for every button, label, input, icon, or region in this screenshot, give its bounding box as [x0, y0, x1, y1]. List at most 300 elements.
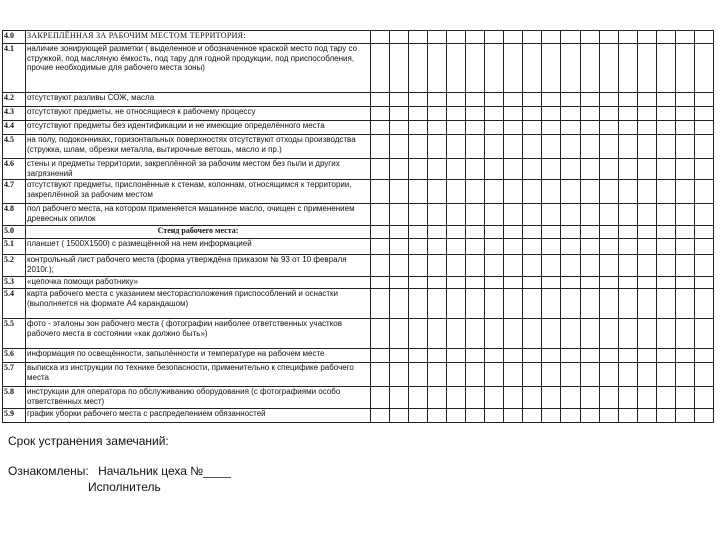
check-cell[interactable]: [599, 44, 618, 93]
check-cell[interactable]: [542, 255, 561, 277]
check-cell[interactable]: [428, 93, 447, 107]
check-cell[interactable]: [656, 239, 675, 255]
check-cell[interactable]: [637, 255, 656, 277]
check-cell[interactable]: [656, 409, 675, 423]
check-cell[interactable]: [580, 135, 599, 159]
check-cell[interactable]: [637, 107, 656, 121]
check-cell[interactable]: [504, 204, 523, 226]
check-cell[interactable]: [637, 121, 656, 135]
check-cell[interactable]: [466, 255, 485, 277]
check-cell[interactable]: [428, 349, 447, 363]
check-cell[interactable]: [466, 44, 485, 93]
check-cell[interactable]: [561, 204, 580, 226]
check-cell[interactable]: [523, 159, 542, 180]
check-cell[interactable]: [580, 226, 599, 239]
check-cell[interactable]: [694, 289, 713, 319]
check-cell[interactable]: [504, 363, 523, 387]
check-cell[interactable]: [390, 180, 409, 204]
check-cell[interactable]: [675, 107, 694, 121]
check-cell[interactable]: [656, 107, 675, 121]
check-cell[interactable]: [466, 349, 485, 363]
check-cell[interactable]: [447, 121, 466, 135]
check-cell[interactable]: [694, 107, 713, 121]
check-cell[interactable]: [428, 363, 447, 387]
check-cell[interactable]: [485, 159, 504, 180]
check-cell[interactable]: [599, 159, 618, 180]
check-cell[interactable]: [561, 93, 580, 107]
check-cell[interactable]: [580, 31, 599, 44]
check-cell[interactable]: [599, 289, 618, 319]
check-cell[interactable]: [656, 159, 675, 180]
check-cell[interactable]: [485, 204, 504, 226]
check-cell[interactable]: [656, 277, 675, 289]
check-cell[interactable]: [675, 121, 694, 135]
check-cell[interactable]: [561, 121, 580, 135]
check-cell[interactable]: [694, 387, 713, 409]
check-cell[interactable]: [694, 180, 713, 204]
check-cell[interactable]: [542, 180, 561, 204]
check-cell[interactable]: [409, 159, 428, 180]
check-cell[interactable]: [504, 319, 523, 349]
check-cell[interactable]: [542, 387, 561, 409]
check-cell[interactable]: [523, 180, 542, 204]
check-cell[interactable]: [485, 387, 504, 409]
check-cell[interactable]: [580, 93, 599, 107]
check-cell[interactable]: [694, 239, 713, 255]
check-cell[interactable]: [447, 135, 466, 159]
check-cell[interactable]: [371, 387, 390, 409]
check-cell[interactable]: [447, 204, 466, 226]
check-cell[interactable]: [694, 255, 713, 277]
check-cell[interactable]: [485, 349, 504, 363]
check-cell[interactable]: [485, 239, 504, 255]
check-cell[interactable]: [618, 93, 637, 107]
check-cell[interactable]: [504, 239, 523, 255]
check-cell[interactable]: [637, 31, 656, 44]
check-cell[interactable]: [466, 226, 485, 239]
check-cell[interactable]: [561, 255, 580, 277]
check-cell[interactable]: [447, 255, 466, 277]
check-cell[interactable]: [599, 135, 618, 159]
check-cell[interactable]: [637, 319, 656, 349]
check-cell[interactable]: [523, 289, 542, 319]
check-cell[interactable]: [371, 409, 390, 423]
check-cell[interactable]: [428, 319, 447, 349]
check-cell[interactable]: [390, 363, 409, 387]
check-cell[interactable]: [485, 319, 504, 349]
check-cell[interactable]: [561, 319, 580, 349]
check-cell[interactable]: [561, 387, 580, 409]
check-cell[interactable]: [637, 239, 656, 255]
check-cell[interactable]: [428, 44, 447, 93]
check-cell[interactable]: [504, 255, 523, 277]
check-cell[interactable]: [542, 159, 561, 180]
check-cell[interactable]: [485, 289, 504, 319]
check-cell[interactable]: [466, 409, 485, 423]
check-cell[interactable]: [523, 44, 542, 93]
check-cell[interactable]: [637, 93, 656, 107]
check-cell[interactable]: [561, 226, 580, 239]
check-cell[interactable]: [694, 349, 713, 363]
check-cell[interactable]: [675, 319, 694, 349]
check-cell[interactable]: [485, 93, 504, 107]
check-cell[interactable]: [580, 409, 599, 423]
check-cell[interactable]: [371, 277, 390, 289]
check-cell[interactable]: [390, 387, 409, 409]
check-cell[interactable]: [694, 319, 713, 349]
check-cell[interactable]: [447, 289, 466, 319]
check-cell[interactable]: [542, 239, 561, 255]
check-cell[interactable]: [485, 409, 504, 423]
check-cell[interactable]: [447, 349, 466, 363]
check-cell[interactable]: [390, 277, 409, 289]
check-cell[interactable]: [675, 409, 694, 423]
check-cell[interactable]: [371, 135, 390, 159]
check-cell[interactable]: [371, 226, 390, 239]
check-cell[interactable]: [637, 159, 656, 180]
check-cell[interactable]: [637, 180, 656, 204]
check-cell[interactable]: [523, 31, 542, 44]
check-cell[interactable]: [675, 44, 694, 93]
check-cell[interactable]: [599, 31, 618, 44]
check-cell[interactable]: [485, 277, 504, 289]
check-cell[interactable]: [523, 239, 542, 255]
check-cell[interactable]: [637, 226, 656, 239]
check-cell[interactable]: [485, 226, 504, 239]
check-cell[interactable]: [504, 159, 523, 180]
check-cell[interactable]: [428, 135, 447, 159]
check-cell[interactable]: [523, 387, 542, 409]
check-cell[interactable]: [523, 135, 542, 159]
check-cell[interactable]: [618, 204, 637, 226]
check-cell[interactable]: [694, 31, 713, 44]
check-cell[interactable]: [371, 31, 390, 44]
check-cell[interactable]: [580, 239, 599, 255]
check-cell[interactable]: [656, 319, 675, 349]
check-cell[interactable]: [428, 31, 447, 44]
check-cell[interactable]: [599, 349, 618, 363]
check-cell[interactable]: [618, 409, 637, 423]
check-cell[interactable]: [656, 363, 675, 387]
check-cell[interactable]: [504, 180, 523, 204]
check-cell[interactable]: [599, 255, 618, 277]
check-cell[interactable]: [618, 180, 637, 204]
check-cell[interactable]: [485, 135, 504, 159]
check-cell[interactable]: [675, 93, 694, 107]
check-cell[interactable]: [542, 31, 561, 44]
check-cell[interactable]: [428, 107, 447, 121]
check-cell[interactable]: [390, 31, 409, 44]
check-cell[interactable]: [390, 239, 409, 255]
check-cell[interactable]: [618, 363, 637, 387]
check-cell[interactable]: [542, 107, 561, 121]
check-cell[interactable]: [599, 121, 618, 135]
check-cell[interactable]: [599, 239, 618, 255]
check-cell[interactable]: [447, 93, 466, 107]
check-cell[interactable]: [656, 204, 675, 226]
check-cell[interactable]: [485, 44, 504, 93]
check-cell[interactable]: [390, 226, 409, 239]
check-cell[interactable]: [428, 387, 447, 409]
check-cell[interactable]: [599, 226, 618, 239]
check-cell[interactable]: [599, 277, 618, 289]
check-cell[interactable]: [409, 121, 428, 135]
check-cell[interactable]: [542, 319, 561, 349]
check-cell[interactable]: [409, 180, 428, 204]
check-cell[interactable]: [694, 277, 713, 289]
check-cell[interactable]: [675, 180, 694, 204]
check-cell[interactable]: [675, 363, 694, 387]
check-cell[interactable]: [390, 319, 409, 349]
check-cell[interactable]: [466, 204, 485, 226]
check-cell[interactable]: [466, 135, 485, 159]
check-cell[interactable]: [599, 319, 618, 349]
check-cell[interactable]: [656, 289, 675, 319]
check-cell[interactable]: [675, 349, 694, 363]
check-cell[interactable]: [561, 107, 580, 121]
check-cell[interactable]: [618, 319, 637, 349]
check-cell[interactable]: [428, 226, 447, 239]
check-cell[interactable]: [675, 204, 694, 226]
check-cell[interactable]: [371, 93, 390, 107]
check-cell[interactable]: [371, 159, 390, 180]
check-cell[interactable]: [580, 387, 599, 409]
check-cell[interactable]: [390, 44, 409, 93]
check-cell[interactable]: [447, 387, 466, 409]
check-cell[interactable]: [580, 255, 599, 277]
check-cell[interactable]: [580, 277, 599, 289]
check-cell[interactable]: [599, 204, 618, 226]
check-cell[interactable]: [409, 255, 428, 277]
check-cell[interactable]: [694, 409, 713, 423]
check-cell[interactable]: [523, 204, 542, 226]
check-cell[interactable]: [371, 44, 390, 93]
check-cell[interactable]: [561, 135, 580, 159]
check-cell[interactable]: [656, 121, 675, 135]
check-cell[interactable]: [523, 107, 542, 121]
check-cell[interactable]: [371, 349, 390, 363]
check-cell[interactable]: [371, 289, 390, 319]
check-cell[interactable]: [618, 31, 637, 44]
check-cell[interactable]: [637, 277, 656, 289]
check-cell[interactable]: [542, 409, 561, 423]
check-cell[interactable]: [409, 277, 428, 289]
check-cell[interactable]: [618, 349, 637, 363]
check-cell[interactable]: [561, 159, 580, 180]
check-cell[interactable]: [466, 289, 485, 319]
check-cell[interactable]: [599, 409, 618, 423]
check-cell[interactable]: [447, 226, 466, 239]
check-cell[interactable]: [542, 277, 561, 289]
check-cell[interactable]: [371, 204, 390, 226]
check-cell[interactable]: [466, 180, 485, 204]
check-cell[interactable]: [466, 121, 485, 135]
check-cell[interactable]: [485, 121, 504, 135]
check-cell[interactable]: [485, 255, 504, 277]
check-cell[interactable]: [561, 289, 580, 319]
check-cell[interactable]: [428, 204, 447, 226]
check-cell[interactable]: [371, 180, 390, 204]
check-cell[interactable]: [523, 363, 542, 387]
shop-number-blank[interactable]: [203, 466, 231, 478]
check-cell[interactable]: [637, 135, 656, 159]
check-cell[interactable]: [694, 135, 713, 159]
check-cell[interactable]: [694, 93, 713, 107]
check-cell[interactable]: [504, 409, 523, 423]
check-cell[interactable]: [409, 93, 428, 107]
check-cell[interactable]: [542, 44, 561, 93]
check-cell[interactable]: [390, 349, 409, 363]
check-cell[interactable]: [428, 255, 447, 277]
check-cell[interactable]: [409, 289, 428, 319]
check-cell[interactable]: [504, 387, 523, 409]
check-cell[interactable]: [428, 159, 447, 180]
check-cell[interactable]: [485, 107, 504, 121]
check-cell[interactable]: [561, 44, 580, 93]
check-cell[interactable]: [656, 180, 675, 204]
check-cell[interactable]: [428, 277, 447, 289]
check-cell[interactable]: [466, 159, 485, 180]
check-cell[interactable]: [447, 159, 466, 180]
check-cell[interactable]: [409, 319, 428, 349]
check-cell[interactable]: [561, 349, 580, 363]
check-cell[interactable]: [580, 319, 599, 349]
check-cell[interactable]: [504, 277, 523, 289]
check-cell[interactable]: [409, 226, 428, 239]
check-cell[interactable]: [561, 239, 580, 255]
check-cell[interactable]: [466, 319, 485, 349]
check-cell[interactable]: [675, 226, 694, 239]
check-cell[interactable]: [447, 239, 466, 255]
check-cell[interactable]: [542, 226, 561, 239]
check-cell[interactable]: [656, 135, 675, 159]
check-cell[interactable]: [561, 409, 580, 423]
check-cell[interactable]: [485, 180, 504, 204]
check-cell[interactable]: [466, 31, 485, 44]
check-cell[interactable]: [561, 277, 580, 289]
check-cell[interactable]: [504, 121, 523, 135]
check-cell[interactable]: [637, 409, 656, 423]
check-cell[interactable]: [561, 363, 580, 387]
check-cell[interactable]: [542, 121, 561, 135]
check-cell[interactable]: [675, 31, 694, 44]
check-cell[interactable]: [694, 363, 713, 387]
check-cell[interactable]: [675, 159, 694, 180]
check-cell[interactable]: [466, 387, 485, 409]
check-cell[interactable]: [447, 363, 466, 387]
check-cell[interactable]: [371, 107, 390, 121]
check-cell[interactable]: [694, 204, 713, 226]
check-cell[interactable]: [447, 319, 466, 349]
check-cell[interactable]: [580, 204, 599, 226]
check-cell[interactable]: [618, 387, 637, 409]
check-cell[interactable]: [504, 31, 523, 44]
check-cell[interactable]: [618, 107, 637, 121]
check-cell[interactable]: [428, 180, 447, 204]
check-cell[interactable]: [580, 159, 599, 180]
check-cell[interactable]: [390, 121, 409, 135]
check-cell[interactable]: [371, 121, 390, 135]
check-cell[interactable]: [428, 239, 447, 255]
check-cell[interactable]: [390, 255, 409, 277]
check-cell[interactable]: [599, 180, 618, 204]
check-cell[interactable]: [694, 159, 713, 180]
check-cell[interactable]: [409, 363, 428, 387]
check-cell[interactable]: [409, 107, 428, 121]
check-cell[interactable]: [694, 226, 713, 239]
check-cell[interactable]: [675, 255, 694, 277]
check-cell[interactable]: [428, 121, 447, 135]
check-cell[interactable]: [580, 107, 599, 121]
check-cell[interactable]: [618, 255, 637, 277]
check-cell[interactable]: [656, 255, 675, 277]
check-cell[interactable]: [523, 93, 542, 107]
check-cell[interactable]: [428, 289, 447, 319]
check-cell[interactable]: [523, 319, 542, 349]
check-cell[interactable]: [561, 31, 580, 44]
check-cell[interactable]: [580, 44, 599, 93]
check-cell[interactable]: [409, 387, 428, 409]
check-cell[interactable]: [656, 387, 675, 409]
check-cell[interactable]: [542, 349, 561, 363]
check-cell[interactable]: [466, 93, 485, 107]
check-cell[interactable]: [618, 277, 637, 289]
check-cell[interactable]: [409, 204, 428, 226]
check-cell[interactable]: [409, 31, 428, 44]
check-cell[interactable]: [390, 409, 409, 423]
check-cell[interactable]: [504, 107, 523, 121]
check-cell[interactable]: [675, 289, 694, 319]
check-cell[interactable]: [637, 349, 656, 363]
check-cell[interactable]: [523, 255, 542, 277]
check-cell[interactable]: [656, 31, 675, 44]
check-cell[interactable]: [599, 93, 618, 107]
check-cell[interactable]: [618, 44, 637, 93]
check-cell[interactable]: [447, 180, 466, 204]
check-cell[interactable]: [504, 226, 523, 239]
check-cell[interactable]: [523, 226, 542, 239]
check-cell[interactable]: [542, 289, 561, 319]
check-cell[interactable]: [447, 31, 466, 44]
check-cell[interactable]: [466, 239, 485, 255]
check-cell[interactable]: [656, 349, 675, 363]
check-cell[interactable]: [447, 409, 466, 423]
check-cell[interactable]: [390, 107, 409, 121]
check-cell[interactable]: [466, 107, 485, 121]
check-cell[interactable]: [409, 239, 428, 255]
check-cell[interactable]: [675, 387, 694, 409]
check-cell[interactable]: [371, 363, 390, 387]
check-cell[interactable]: [675, 277, 694, 289]
check-cell[interactable]: [447, 277, 466, 289]
check-cell[interactable]: [637, 387, 656, 409]
check-cell[interactable]: [371, 319, 390, 349]
check-cell[interactable]: [580, 363, 599, 387]
check-cell[interactable]: [390, 204, 409, 226]
check-cell[interactable]: [390, 93, 409, 107]
check-cell[interactable]: [409, 409, 428, 423]
check-cell[interactable]: [618, 135, 637, 159]
check-cell[interactable]: [409, 44, 428, 93]
check-cell[interactable]: [599, 107, 618, 121]
check-cell[interactable]: [542, 204, 561, 226]
check-cell[interactable]: [656, 226, 675, 239]
check-cell[interactable]: [504, 289, 523, 319]
check-cell[interactable]: [618, 289, 637, 319]
check-cell[interactable]: [580, 180, 599, 204]
check-cell[interactable]: [694, 44, 713, 93]
check-cell[interactable]: [504, 93, 523, 107]
